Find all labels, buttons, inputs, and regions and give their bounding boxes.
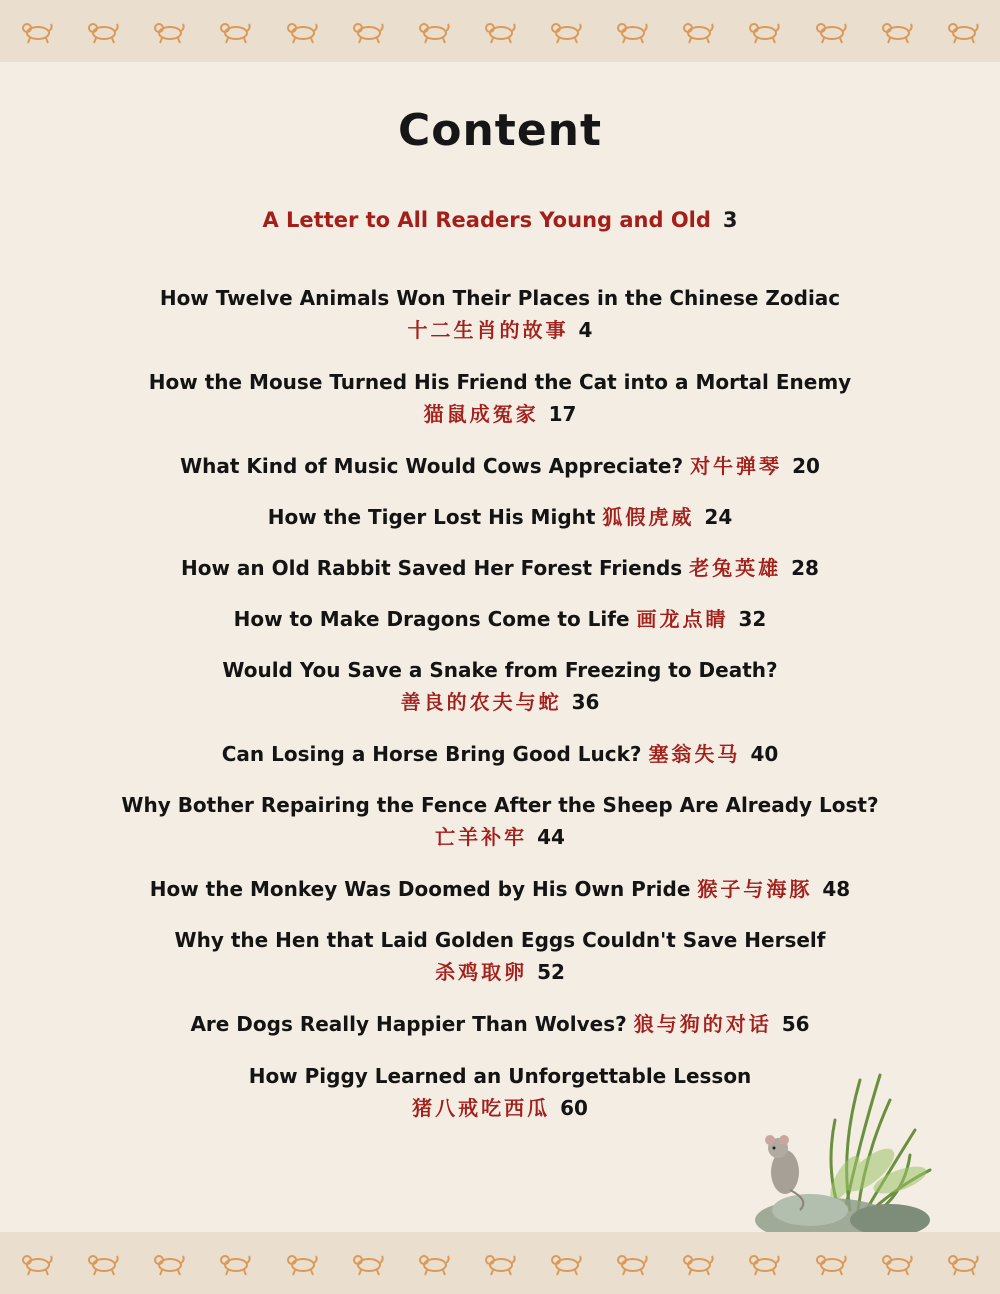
entry-title-cn: 对牛弹琴 bbox=[690, 454, 783, 478]
entry-title-en: How Twelve Animals Won Their Places in the Chinese Zodiac bbox=[159, 286, 841, 310]
entry-page-number: 60 bbox=[560, 1096, 588, 1120]
entry-page-number: 48 bbox=[822, 877, 851, 901]
toc-entry[interactable] bbox=[0, 552, 1000, 584]
toc-entry[interactable] bbox=[0, 603, 1000, 635]
zodiac-animal-icon bbox=[946, 18, 980, 44]
zodiac-animal-icon bbox=[814, 18, 848, 44]
zodiac-animal-icon bbox=[218, 18, 252, 44]
entry-title-en: Can Losing a Horse Bring Good Luck? bbox=[221, 742, 642, 766]
zodiac-animal-icon bbox=[483, 1250, 517, 1276]
zodiac-animal-icon bbox=[20, 1250, 54, 1276]
entry-title-cn: 十二生肖的故事 bbox=[407, 318, 569, 342]
toc-entry[interactable] bbox=[0, 282, 1000, 346]
zodiac-animal-icon bbox=[814, 1250, 848, 1276]
page-title: Content bbox=[397, 105, 603, 156]
entry-page-number: 56 bbox=[781, 1012, 810, 1036]
zodiac-animal-icon bbox=[615, 18, 649, 44]
entry-title-en: How an Old Rabbit Saved Her Forest Friends bbox=[181, 556, 683, 580]
zodiac-animal-icon bbox=[86, 1250, 120, 1276]
entry-title-en: Why Bother Repairing the Fence After the Sheep Are Already Lost? bbox=[121, 793, 879, 817]
letter-label: A Letter to All Readers Young and Old bbox=[262, 208, 711, 232]
zodiac-animal-icon bbox=[351, 18, 385, 44]
toc-entry[interactable] bbox=[0, 366, 1000, 430]
zodiac-animal-icon bbox=[285, 1250, 319, 1276]
toc-entry[interactable] bbox=[0, 789, 1000, 853]
entry-title-cn: 善良的农夫与蛇 bbox=[400, 690, 562, 714]
zodiac-animal-icon bbox=[946, 1250, 980, 1276]
toc-entry[interactable] bbox=[0, 1008, 1000, 1040]
zodiac-animal-icon bbox=[351, 1250, 385, 1276]
toc-letter-entry[interactable] bbox=[0, 208, 1000, 232]
entry-page-number: 44 bbox=[537, 825, 565, 849]
zodiac-animal-icon bbox=[880, 18, 914, 44]
entry-title-cn: 亡羊补牢 bbox=[435, 825, 528, 849]
zodiac-animal-icon bbox=[615, 1250, 649, 1276]
entry-title-cn: 杀鸡取卵 bbox=[435, 960, 528, 984]
zodiac-animal-icon bbox=[152, 1250, 186, 1276]
entry-title-cn: 画龙点睛 bbox=[636, 607, 729, 631]
entry-title-cn: 猪八戒吃西瓜 bbox=[412, 1096, 551, 1120]
entry-title-cn: 狐假虎威 bbox=[602, 505, 695, 529]
zodiac-animal-icon bbox=[747, 18, 781, 44]
entry-title-en: What Kind of Music Would Cows Appreciate? bbox=[180, 454, 684, 478]
entry-page-number: 28 bbox=[791, 556, 819, 580]
entry-title-en: Would You Save a Snake from Freezing to Death? bbox=[222, 658, 778, 682]
entry-title-en: Why the Hen that Laid Golden Eggs Couldn't Save Herself bbox=[174, 928, 826, 952]
toc-entry[interactable] bbox=[0, 501, 1000, 533]
entry-title-cn: 狼与狗的对话 bbox=[633, 1012, 772, 1036]
leaf-icon bbox=[825, 1142, 930, 1205]
zodiac-animal-icon bbox=[747, 1250, 781, 1276]
entry-title-cn: 塞翁失马 bbox=[648, 742, 741, 766]
entry-title-en: How the Monkey Was Doomed by His Own Pride bbox=[149, 877, 691, 901]
entry-page-number: 32 bbox=[738, 607, 767, 631]
top-zodiac-border bbox=[0, 0, 1000, 62]
entry-page-number: 4 bbox=[578, 318, 593, 342]
content-page bbox=[0, 62, 1000, 1232]
entry-page-number: 40 bbox=[750, 742, 779, 766]
zodiac-animal-icon bbox=[218, 1250, 252, 1276]
mouse-on-rock-illustration bbox=[740, 1060, 940, 1240]
zodiac-animal-icon bbox=[549, 1250, 583, 1276]
entry-title-en: Are Dogs Really Happier Than Wolves? bbox=[190, 1012, 627, 1036]
entry-title-cn: 猴子与海豚 bbox=[697, 877, 813, 901]
entry-title-en: How Piggy Learned an Unforgettable Lesson bbox=[248, 1064, 752, 1088]
zodiac-animal-icon bbox=[417, 18, 451, 44]
entry-page-number: 17 bbox=[548, 402, 577, 426]
zodiac-animal-icon bbox=[880, 1250, 914, 1276]
entry-page-number: 24 bbox=[704, 505, 733, 529]
zodiac-animal-icon bbox=[152, 18, 186, 44]
zodiac-animal-icon bbox=[86, 18, 120, 44]
toc-entry[interactable] bbox=[0, 738, 1000, 770]
toc-entry[interactable] bbox=[0, 924, 1000, 988]
entry-title-cn: 猫鼠成冤家 bbox=[423, 402, 539, 426]
entry-title-cn: 老兔英雄 bbox=[689, 556, 782, 580]
toc-entry[interactable] bbox=[0, 873, 1000, 905]
zodiac-animal-icon bbox=[681, 1250, 715, 1276]
entry-title-en: How the Tiger Lost His Might bbox=[267, 505, 596, 529]
toc-entry[interactable] bbox=[0, 654, 1000, 718]
entry-page-number: 52 bbox=[537, 960, 565, 984]
toc-entry[interactable] bbox=[0, 450, 1000, 482]
entry-title-en: How to Make Dragons Come to Life bbox=[233, 607, 630, 631]
zodiac-animal-icon bbox=[483, 18, 517, 44]
bottom-zodiac-border bbox=[0, 1232, 1000, 1294]
zodiac-animal-icon bbox=[681, 18, 715, 44]
letter-page-number: 3 bbox=[722, 208, 738, 232]
zodiac-animal-icon bbox=[20, 18, 54, 44]
zodiac-animal-icon bbox=[417, 1250, 451, 1276]
zodiac-animal-icon bbox=[549, 18, 583, 44]
zodiac-animal-icon bbox=[285, 18, 319, 44]
entry-page-number: 36 bbox=[571, 690, 600, 714]
entry-page-number: 20 bbox=[792, 454, 820, 478]
entry-title-en: How the Mouse Turned His Friend the Cat into a Mortal Enemy bbox=[148, 370, 852, 394]
